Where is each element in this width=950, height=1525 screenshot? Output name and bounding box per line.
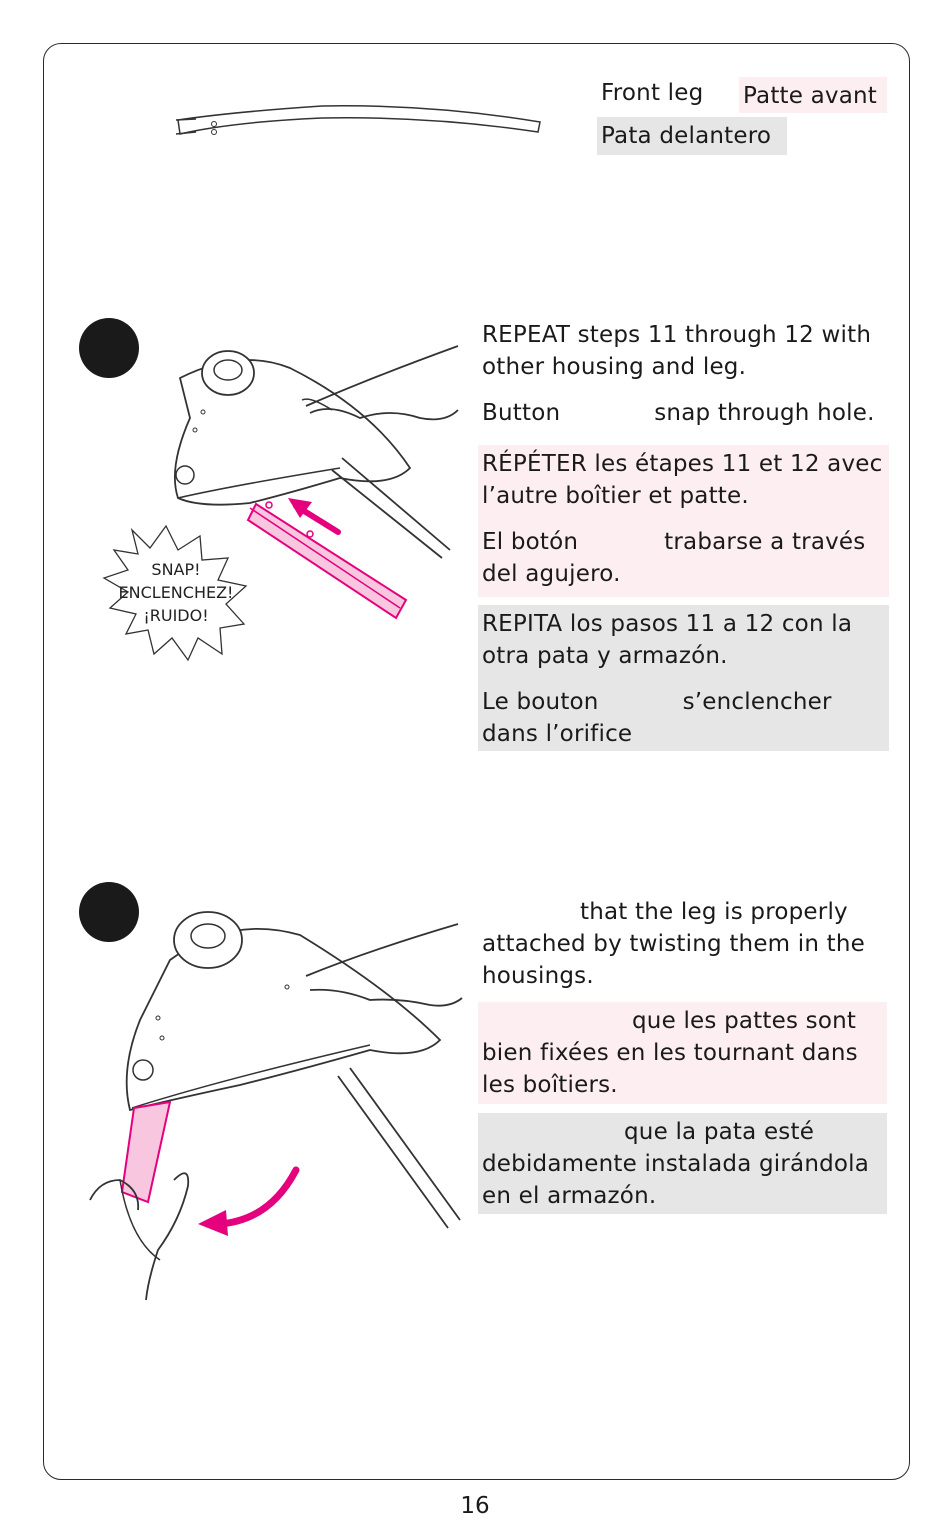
step-b-french: que les pattes sont bien fixées en les tournant dans les boîtiers. (478, 1002, 887, 1104)
step-a-english: REPEAT steps 11 through 12 with other housing and leg. Button snap through hole. (482, 322, 875, 426)
housing-leg-snap-illustration (70, 318, 460, 638)
front-leg-label-fr: Patte avant (739, 77, 887, 113)
step-b-english: that the leg is properly attached by twisting them in the housings. (482, 899, 866, 989)
page-number: 16 (460, 1493, 490, 1519)
step-a-french: RÉPÉTER les étapes 11 et 12 avec l’autre boîtier et patte. El botón trabarse a través del agujero. (478, 445, 889, 597)
snap-burst-line-1: SNAP! (151, 560, 201, 579)
front-leg-label-en: Front leg (601, 80, 704, 106)
front-leg-illustration (172, 108, 552, 148)
snap-burst-line-3: ¡RUIDO! (143, 606, 209, 625)
front-leg-label-es: Pata delantero (597, 117, 787, 155)
step-b-spanish: que la pata esté debidamente instalada girándola en el armazón. (478, 1113, 887, 1214)
leg-twist-check-illustration (70, 880, 460, 1300)
step-a-spanish: REPITA los pasos 11 a 12 con la otra pata y armazón. Le bouton s’enclencher dans l’orifice (478, 605, 889, 751)
snap-burst-line-2: ENCLENCHEZ! (118, 583, 234, 602)
